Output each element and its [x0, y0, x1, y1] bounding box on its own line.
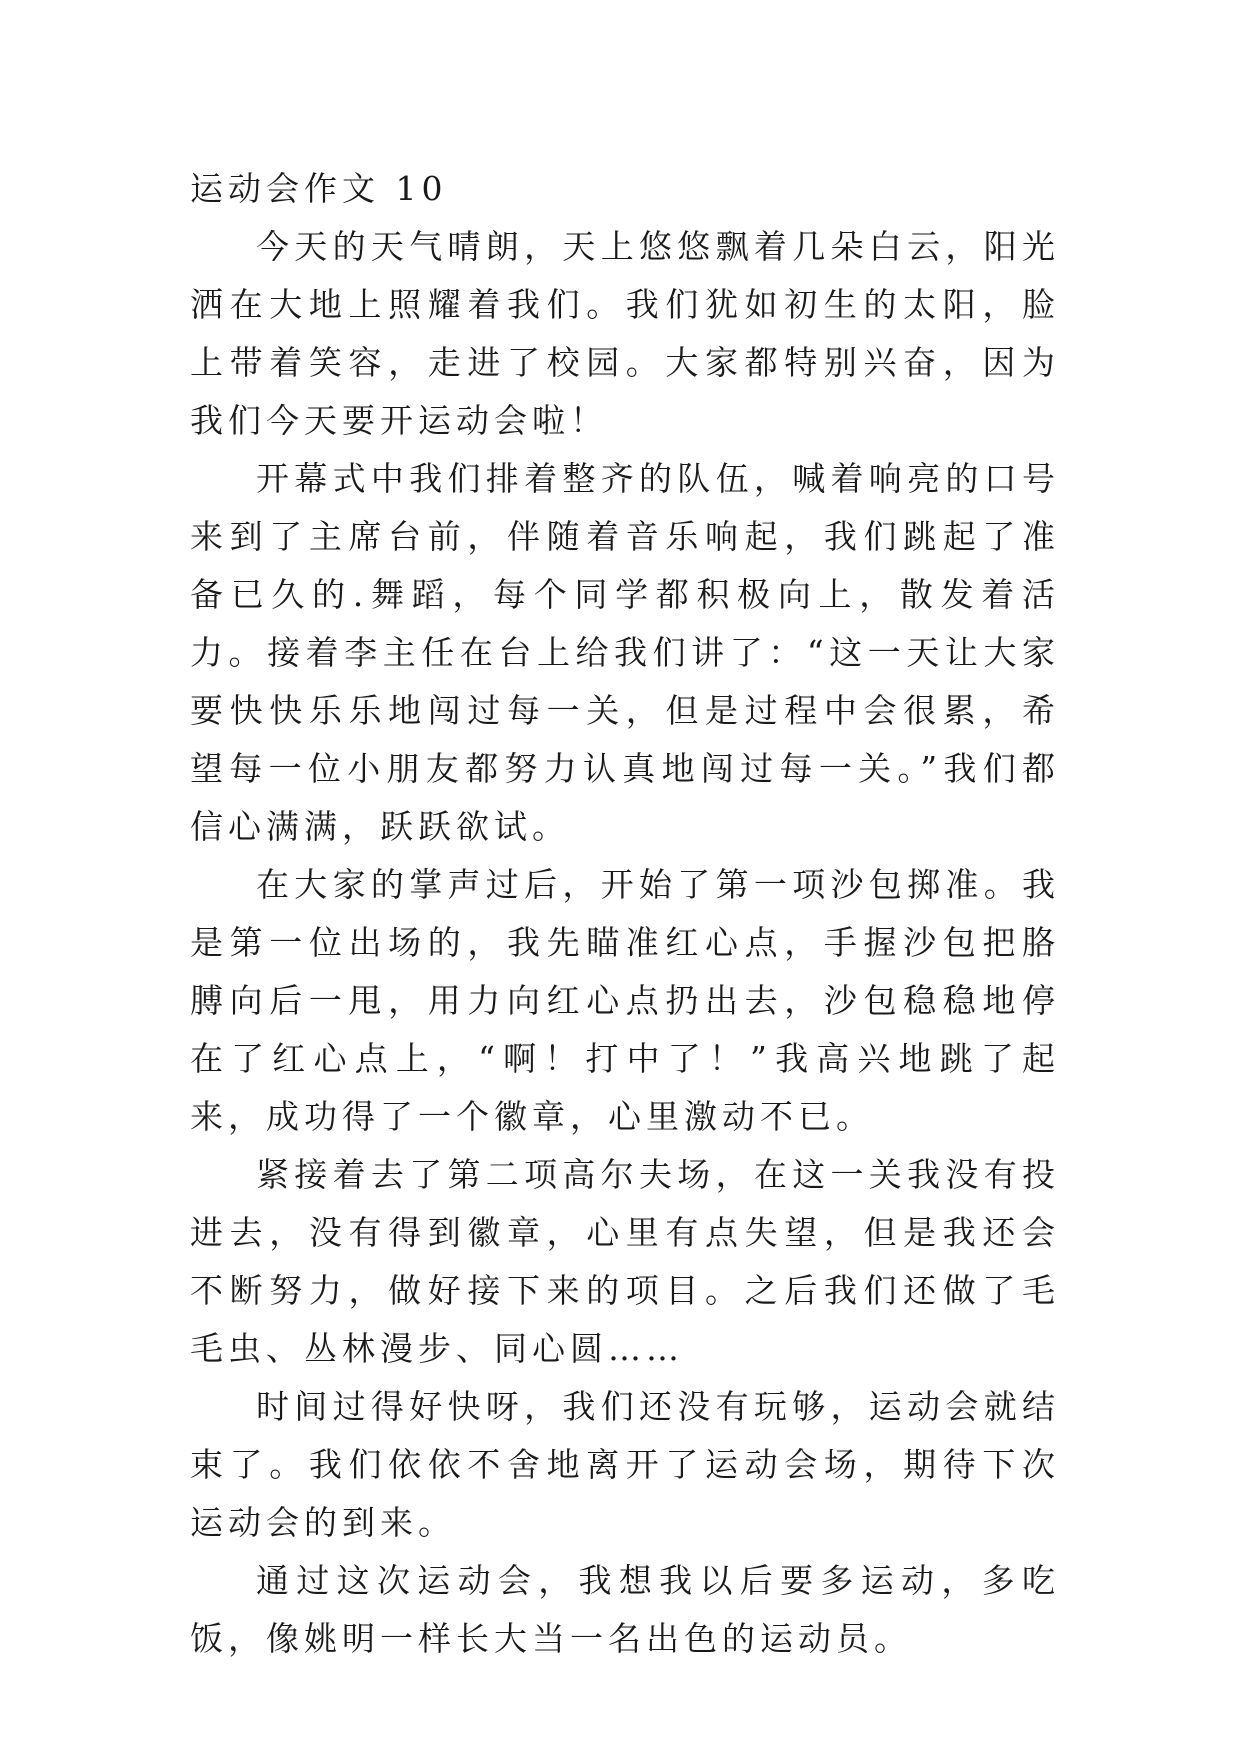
document-body — [190, 160, 1060, 1668]
paragraph-4: 紧接着去了第二项高尔夫场，在这一关我没有投进去，没有得到徽章，心里有点失望，但是我还会不断努力，做好接下来的项目。之后我们还做了毛毛虫、丛林漫步、同心圆…… — [190, 1155, 1060, 1368]
paragraph-3: 在大家的掌声过后，开始了第一项沙包掷准。我是第一位出场的，我先瞄准红心点，手握沙包把胳膊向后一甩，用力向红心点扔出去，沙包稳稳地停在了红心点上，“啊！打中了！”我高兴地跳了起来，成功得了一个徽章，心里激动不已。 — [190, 865, 1060, 1136]
paragraph-1: 今天的天气晴朗，天上悠悠飘着几朵白云，阳光洒在大地上照耀着我们。我们犹如初生的太阳，脸上带着笑容，走进了校园。大家都特别兴奋，因为我们今天要开运动会啦！ — [190, 227, 1060, 440]
paragraph-6: 通过这次运动会，我想我以后要多运动，多吃饭，像姚明一样长大当一名出色的运动员。 — [190, 1561, 1060, 1658]
paragraph-5: 时间过得好快呀，我们还没有玩够，运动会就结束了。我们依依不舍地离开了运动会场，期待下次运动会的到来。 — [190, 1387, 1060, 1542]
document-title: 运动会作文 10 — [190, 169, 448, 208]
paragraph-2: 开幕式中我们排着整齐的队伍，喊着响亮的口号来到了主席台前，伴随着音乐响起，我们跳起了准备已久的.舞蹈，每个同学都积极向上，散发着活力。接着李主任在台上给我们讲了：“这一天让大家要快快乐乐地闯过每一关，但是过程中会很累，希望每一位小朋友都努力认真地闯过每一关。”我们都信心满满，跃跃欲试。 — [190, 459, 1060, 846]
